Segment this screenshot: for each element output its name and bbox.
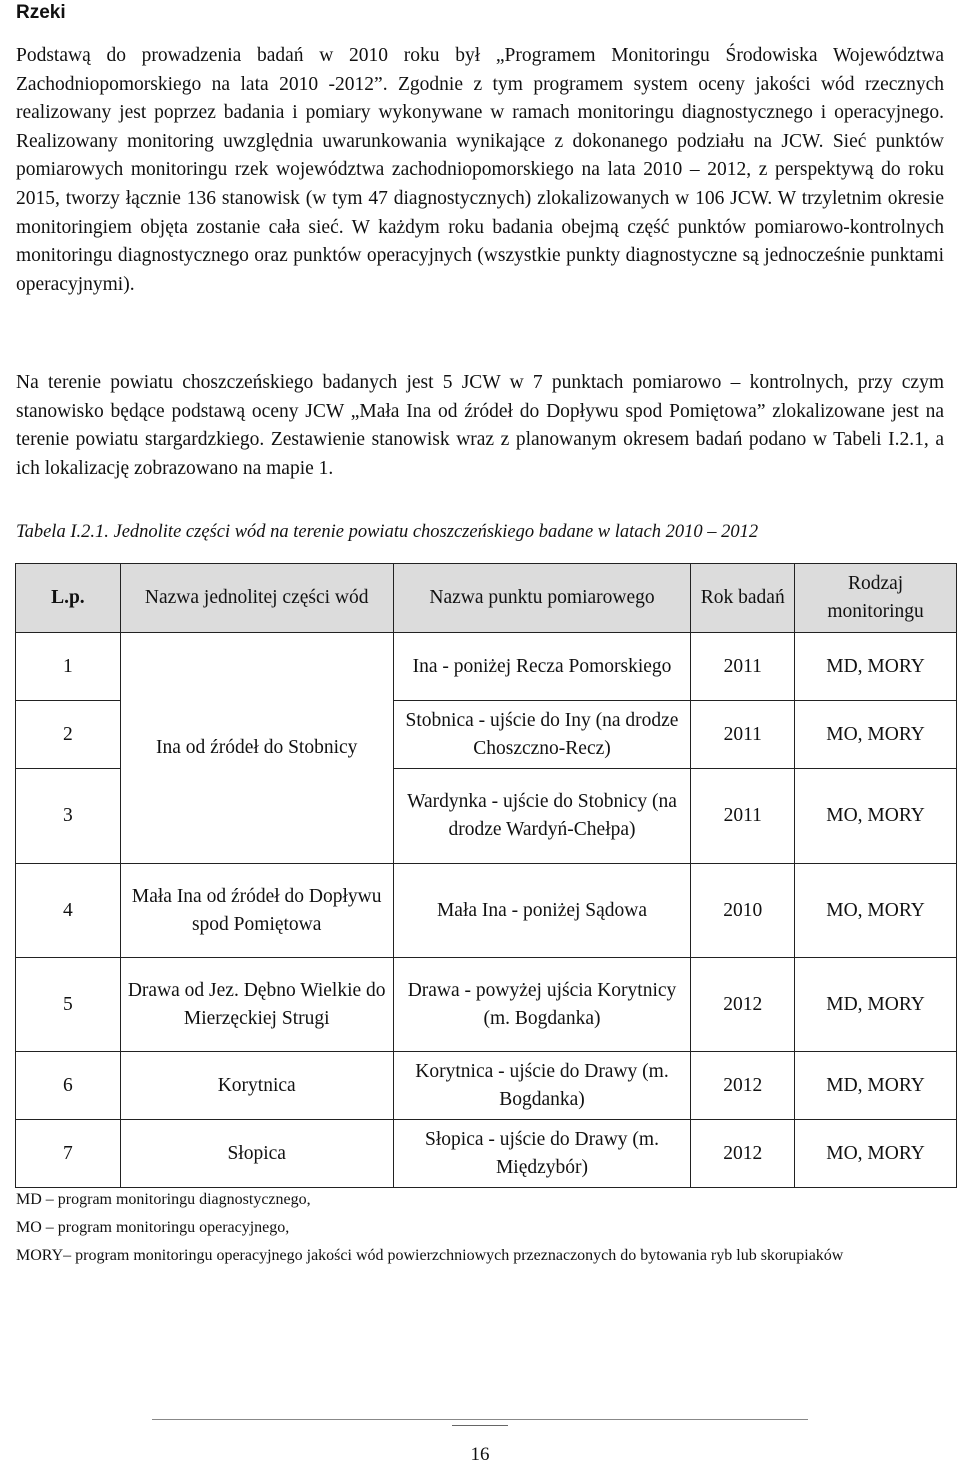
cell-year: 2011 — [691, 769, 795, 864]
header-water-body-name: Nazwa jednolitej części wód — [120, 564, 393, 633]
footer-divider-short — [452, 1425, 508, 1426]
cell-year: 2011 — [691, 701, 795, 769]
cell-monitoring-type: MD, MORY — [795, 958, 957, 1052]
cell-measurement-point: Stobnica - ujście do Iny (na drodze Choszczno-Recz) — [393, 701, 691, 769]
cell-monitoring-type: MD, MORY — [795, 1052, 957, 1120]
cell-lp: 7 — [16, 1120, 121, 1188]
cell-water-body-name: Drawa od Jez. Dębno Wielkie do Mierzęckiej Strugi — [120, 958, 393, 1052]
cell-monitoring-type: MO, MORY — [795, 769, 957, 864]
paragraph-powiat-choszczno: Na terenie powiatu choszczeńskiego badanych jest 5 JCW w 7 punktach pomiarowo – kontrolnych, przy czym stanowisko będące podstawą oceny JCW „Mała Ina od źródeł do Dopływu spod Pomiętowa” zlokalizowane jest na terenie powiatu stargardzkiego. Zestawienie stanowisk wraz z planowanym okresem badań podano w Tabeli I.2.1, a ich lokalizację zobrazowano na mapie 1. — [16, 372, 944, 479]
header-year: Rok badań — [691, 564, 795, 633]
cell-year: 2012 — [691, 1120, 795, 1188]
cell-year: 2012 — [691, 1052, 795, 1120]
cell-measurement-point: Mała Ina - poniżej Sądowa — [393, 864, 691, 958]
paragraph-monitoring-program: Podstawą do prowadzenia badań w 2010 roku był „Programem Monitoringu Środowiska Województwa Zachodniopomorskiego na lata 2010 -2012”. Zgodnie z tym programem system oceny jakości wód rzecznych realizowany jest poprzez badania i pomiary wykonywane w ramach monitoringu diagnostycznego i operacyjnego. Realizowany monitoring uwzględnia uwarunkowania wynikające z dokonanego podziału na JCW. Sieć punktów pomiarowych monitoringu rzek województwa zachodniopomorskiego na lata 2010 – 2012, z perspektywą do roku 2015, tworzy łącznie 136 stanowisk (w tym 47 diagnostycznych) zlokalizowanych w 106 JCW. W trzyletnim okresie monitoringiem objęta zostanie cała sieć. W każdym roku badania obejmą część punktów pomiarowo-kontrolnych monitoringu diagnostycznego oraz punktów operacyjnych (wszystkie punkty diagnostyczne są jednocześnie punktami operacyjnymi). — [16, 45, 944, 295]
legend-mory: MORY– program monitoringu operacyjnego jakości wód powierzchniowych przeznaczonych do bytowania ryb lub skorupiaków — [16, 1247, 844, 1264]
cell-monitoring-type: MO, MORY — [795, 1120, 957, 1188]
cell-monitoring-type: MO, MORY — [795, 701, 957, 769]
cell-lp: 3 — [16, 769, 121, 864]
cell-year: 2011 — [691, 633, 795, 701]
cell-lp: 4 — [16, 864, 121, 958]
cell-monitoring-type: MO, MORY — [795, 864, 957, 958]
cell-lp: 5 — [16, 958, 121, 1052]
cell-measurement-point: Wardynka - ujście do Stobnicy (na drodze Wardyń-Chełpa) — [393, 769, 691, 864]
header-measurement-point: Nazwa punktu pomiarowego — [393, 564, 691, 633]
section-heading: Rzeki — [16, 2, 66, 23]
table-row — [16, 958, 957, 1052]
legend-mo: MO – program monitoringu operacyjnego, — [16, 1219, 290, 1236]
table-header-row — [16, 564, 957, 633]
header-monitoring-type: Rodzaj monitoringu — [795, 564, 957, 633]
cell-year: 2010 — [691, 864, 795, 958]
page-number: 16 — [470, 1444, 490, 1465]
cell-lp: 2 — [16, 701, 121, 769]
cell-year: 2012 — [691, 958, 795, 1052]
table-row — [16, 1052, 957, 1120]
cell-lp: 1 — [16, 633, 121, 701]
header-lp: L.p. — [16, 564, 121, 633]
cell-measurement-point: Drawa - powyżej ujścia Korytnicy (m. Bogdanka) — [393, 958, 691, 1052]
cell-lp: 6 — [16, 1052, 121, 1120]
cell-water-body-name: Ina od źródeł do Stobnicy — [120, 633, 393, 864]
cell-measurement-point: Ina - poniżej Recza Pomorskiego — [393, 633, 691, 701]
table-row — [16, 633, 957, 701]
footer-divider — [152, 1419, 808, 1420]
cell-water-body-name: Słopica — [120, 1120, 393, 1188]
cell-water-body-name: Korytnica — [120, 1052, 393, 1120]
cell-measurement-point: Słopica - ujście do Drawy (m. Międzybór) — [393, 1120, 691, 1188]
cell-monitoring-type: MD, MORY — [795, 633, 957, 701]
table-row — [16, 1120, 957, 1188]
table-caption: Tabela I.2.1. Jednolite części wód na terenie powiatu choszczeńskiego badane w latach 2010 – 2012 — [16, 522, 759, 542]
table-row — [16, 864, 957, 958]
cell-measurement-point: Korytnica - ujście do Drawy (m. Bogdanka) — [393, 1052, 691, 1120]
monitoring-table — [15, 563, 957, 1188]
legend-md: MD – program monitoringu diagnostycznego, — [16, 1191, 311, 1208]
cell-water-body-name: Mała Ina od źródeł do Dopływu spod Pomiętowa — [120, 864, 393, 958]
